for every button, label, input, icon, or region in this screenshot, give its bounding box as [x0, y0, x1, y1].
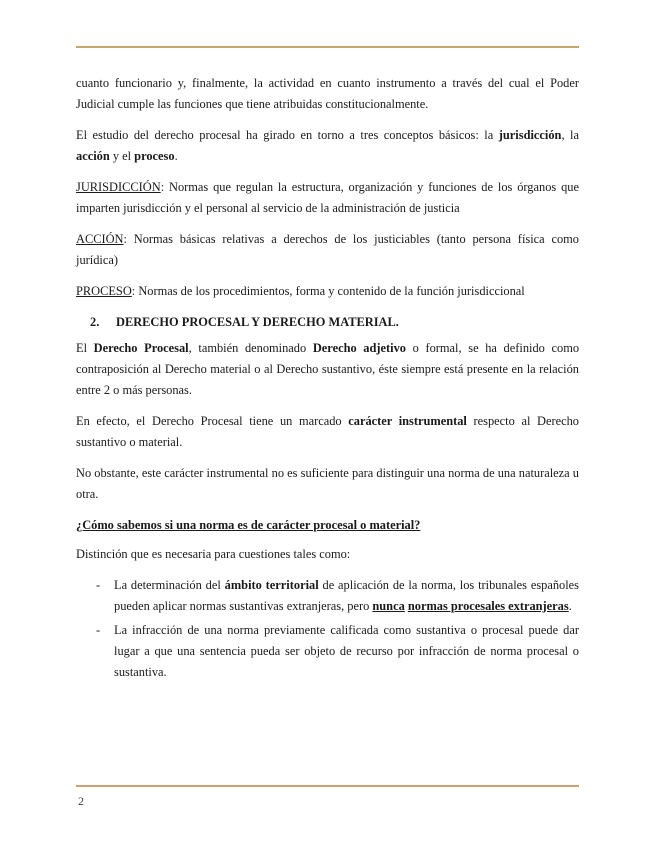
definition-term: JURISDICCIÓN: [76, 180, 161, 194]
definition-accion: [76, 229, 579, 271]
list-item: [76, 575, 579, 617]
definition-text: : Normas básicas relativas a derechos de los justiciables (tanto persona física como jurídica): [76, 232, 579, 267]
term-ambito-territorial: ámbito territorial: [224, 578, 319, 592]
term-derecho-adjetivo: Derecho adjetivo: [312, 341, 406, 355]
section-number: 2.: [90, 315, 100, 329]
text: .: [568, 599, 572, 613]
page-number: 2: [78, 794, 84, 808]
definition-term: PROCESO: [76, 284, 132, 298]
bullet-list: [76, 575, 579, 683]
text: En efecto, el Derecho Procesal tiene un marcado: [76, 414, 349, 428]
footer-rule: [76, 785, 579, 787]
definition-proceso: [76, 281, 579, 302]
paragraph-derecho-procesal: [76, 338, 579, 401]
list-item: [76, 620, 579, 683]
text: o formal, se ha definido como contraposición al Derecho material o al Derecho sustantivo, éste siempre está presente en la relación entre 2 o más personas.: [76, 341, 580, 397]
paragraph-continuation: cuanto funcionario y, finalmente, la actividad en cuanto instrumento a través del cual el Poder Judicial cumple las funciones que tiene atribuidas constitucionalmente.: [76, 76, 579, 111]
text: .: [174, 149, 178, 163]
term-derecho-procesal: Derecho Procesal: [93, 341, 189, 355]
paragraph-distincion: Distinción que es necesaria para cuestiones tales como:: [76, 547, 351, 561]
text: de aplicación de la norma, los tribunales españoles pueden aplicar normas sustantivas extranjeras, pero: [114, 578, 579, 613]
text: La determinación del: [114, 578, 225, 592]
section-heading: [90, 312, 579, 333]
definition-jurisdiccion: [76, 177, 579, 219]
page-body: [76, 73, 579, 686]
bullet-dash: -: [96, 623, 101, 637]
text: , también denominado: [188, 341, 313, 355]
term-caracter-instrumental: carácter instrumental: [348, 414, 467, 428]
term-jurisdiccion: jurisdicción: [498, 128, 562, 142]
paragraph-concepts: [76, 125, 579, 167]
definition-text: : Normas de los procedimientos, forma y contenido de la función jurisdiccional: [131, 284, 525, 298]
header-rule: [76, 46, 579, 48]
section-title: DERECHO PROCESAL Y DERECHO MATERIAL.: [116, 315, 399, 329]
paragraph-instrumental: [76, 411, 579, 453]
term-normas-procesales-extranjeras: normas procesales extranjeras: [407, 599, 569, 613]
term-nunca: nunca: [372, 599, 405, 613]
bullet-dash: -: [96, 578, 101, 592]
term-proceso: proceso: [134, 149, 175, 163]
term-accion: acción: [76, 149, 110, 163]
definition-term: ACCIÓN: [76, 232, 124, 246]
question-heading: ¿Cómo sabemos si una norma es de carácter procesal o material?: [76, 518, 421, 532]
definition-text: : Normas que regulan la estructura, organización y funciones de los órganos que imparten jurisdicción y el personal al servicio de la administración de justicia: [76, 180, 579, 215]
text: , la: [561, 128, 580, 142]
text: El: [76, 341, 94, 355]
text: y el: [109, 149, 135, 163]
text: La infracción de una norma previamente calificada como sustantiva o procesal puede dar lugar a que una sentencia pueda ser objeto de recurso por infracción de norma procesal o sustantiva.: [114, 623, 579, 679]
text: respecto al Derecho sustantivo o material.: [76, 414, 579, 449]
paragraph-no-obstante: No obstante, este carácter instrumental no es suficiente para distinguir una norma de una naturaleza u otra.: [76, 466, 579, 501]
text: El estudio del derecho procesal ha girado en torno a tres conceptos básicos: la: [76, 128, 499, 142]
